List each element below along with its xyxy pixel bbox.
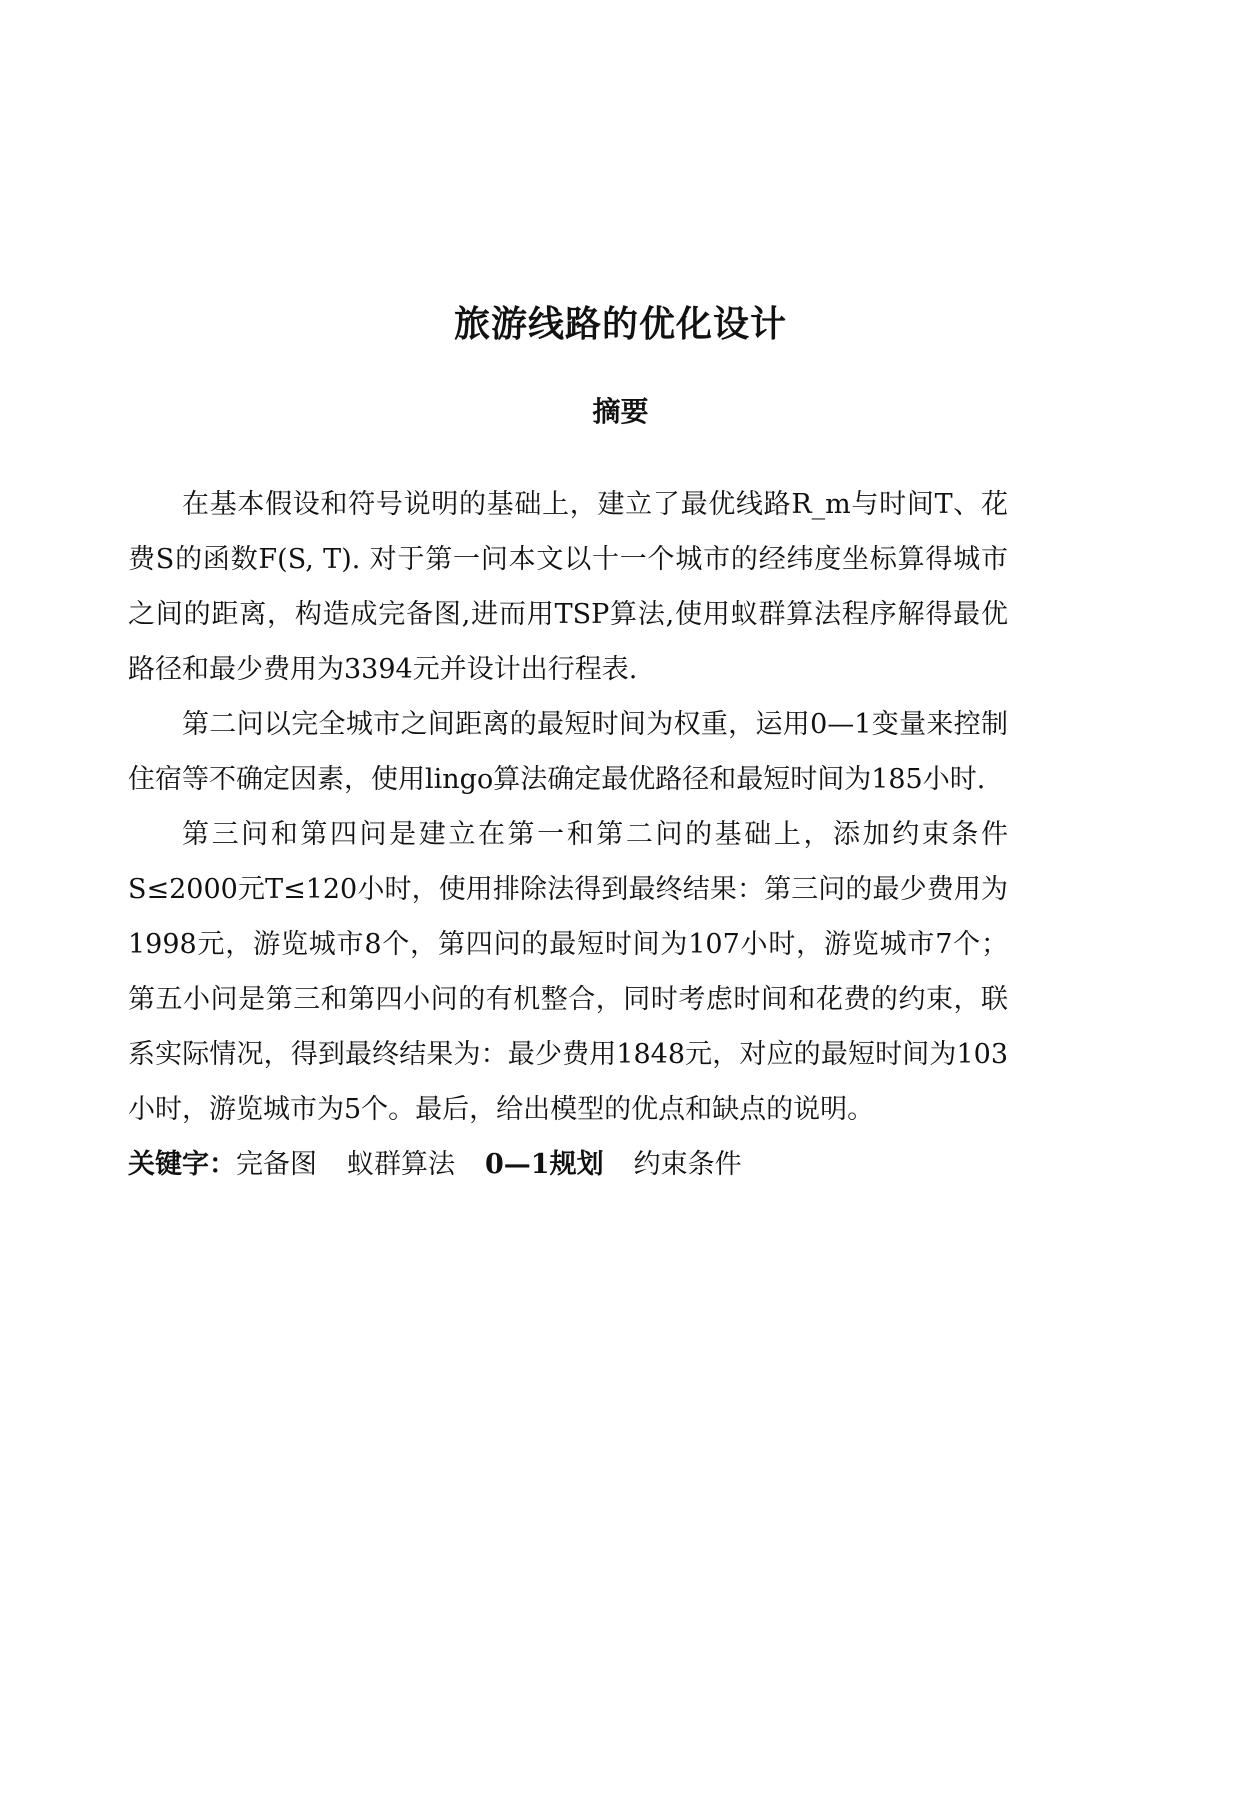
keyword-item: 蚁群算法	[347, 1149, 455, 1180]
keyword-item: 约束条件	[633, 1149, 742, 1180]
abstract-heading: 摘要	[592, 395, 649, 428]
abstract-body	[128, 477, 1008, 1192]
keywords-line	[128, 1137, 1008, 1192]
abstract-paragraph-3: 第三问和第四问是建立在第一和第二问的基础上，添加约束条件S≤2000元T≤120小时，使用排除法得到最终结果：第三问的最少费用为1998元，游览城市8个，第四问的最短时间为107小时，游览城市7个；第五小问是第三和第四小问的有机整合，同时考虑时间和花费的约束，联系实际情况，得到最终结果为：最少费用1848元，对应的最短时间为103小时，游览城市为5个。最后，给出模型的优点和缺点的说明。	[128, 819, 1008, 1125]
keyword-item: 0—1规划	[485, 1149, 604, 1180]
abstract-paragraph-1: 在基本假设和符号说明的基础上，建立了最优线路R_m与时间T、花费S的函数F(S, T). 对于第一问本文以十一个城市的经纬度坐标算得城市之间的距离，构造成完备图,进而用TSP算法,使用蚁群算法程序解得最优路径和最少费用为3394元并设计出行程表.	[128, 489, 1008, 685]
keyword-item: 完备图	[236, 1149, 317, 1180]
paper-title: 旅游线路的优化设计	[453, 304, 787, 345]
abstract-paragraph-2: 第二问以完全城市之间距离的最短时间为权重，运用0—1变量来控制住宿等不确定因素，使用lingo算法确定最优路径和最短时间为185小时.	[128, 709, 1008, 795]
keywords-label: 关键字：	[128, 1149, 236, 1180]
